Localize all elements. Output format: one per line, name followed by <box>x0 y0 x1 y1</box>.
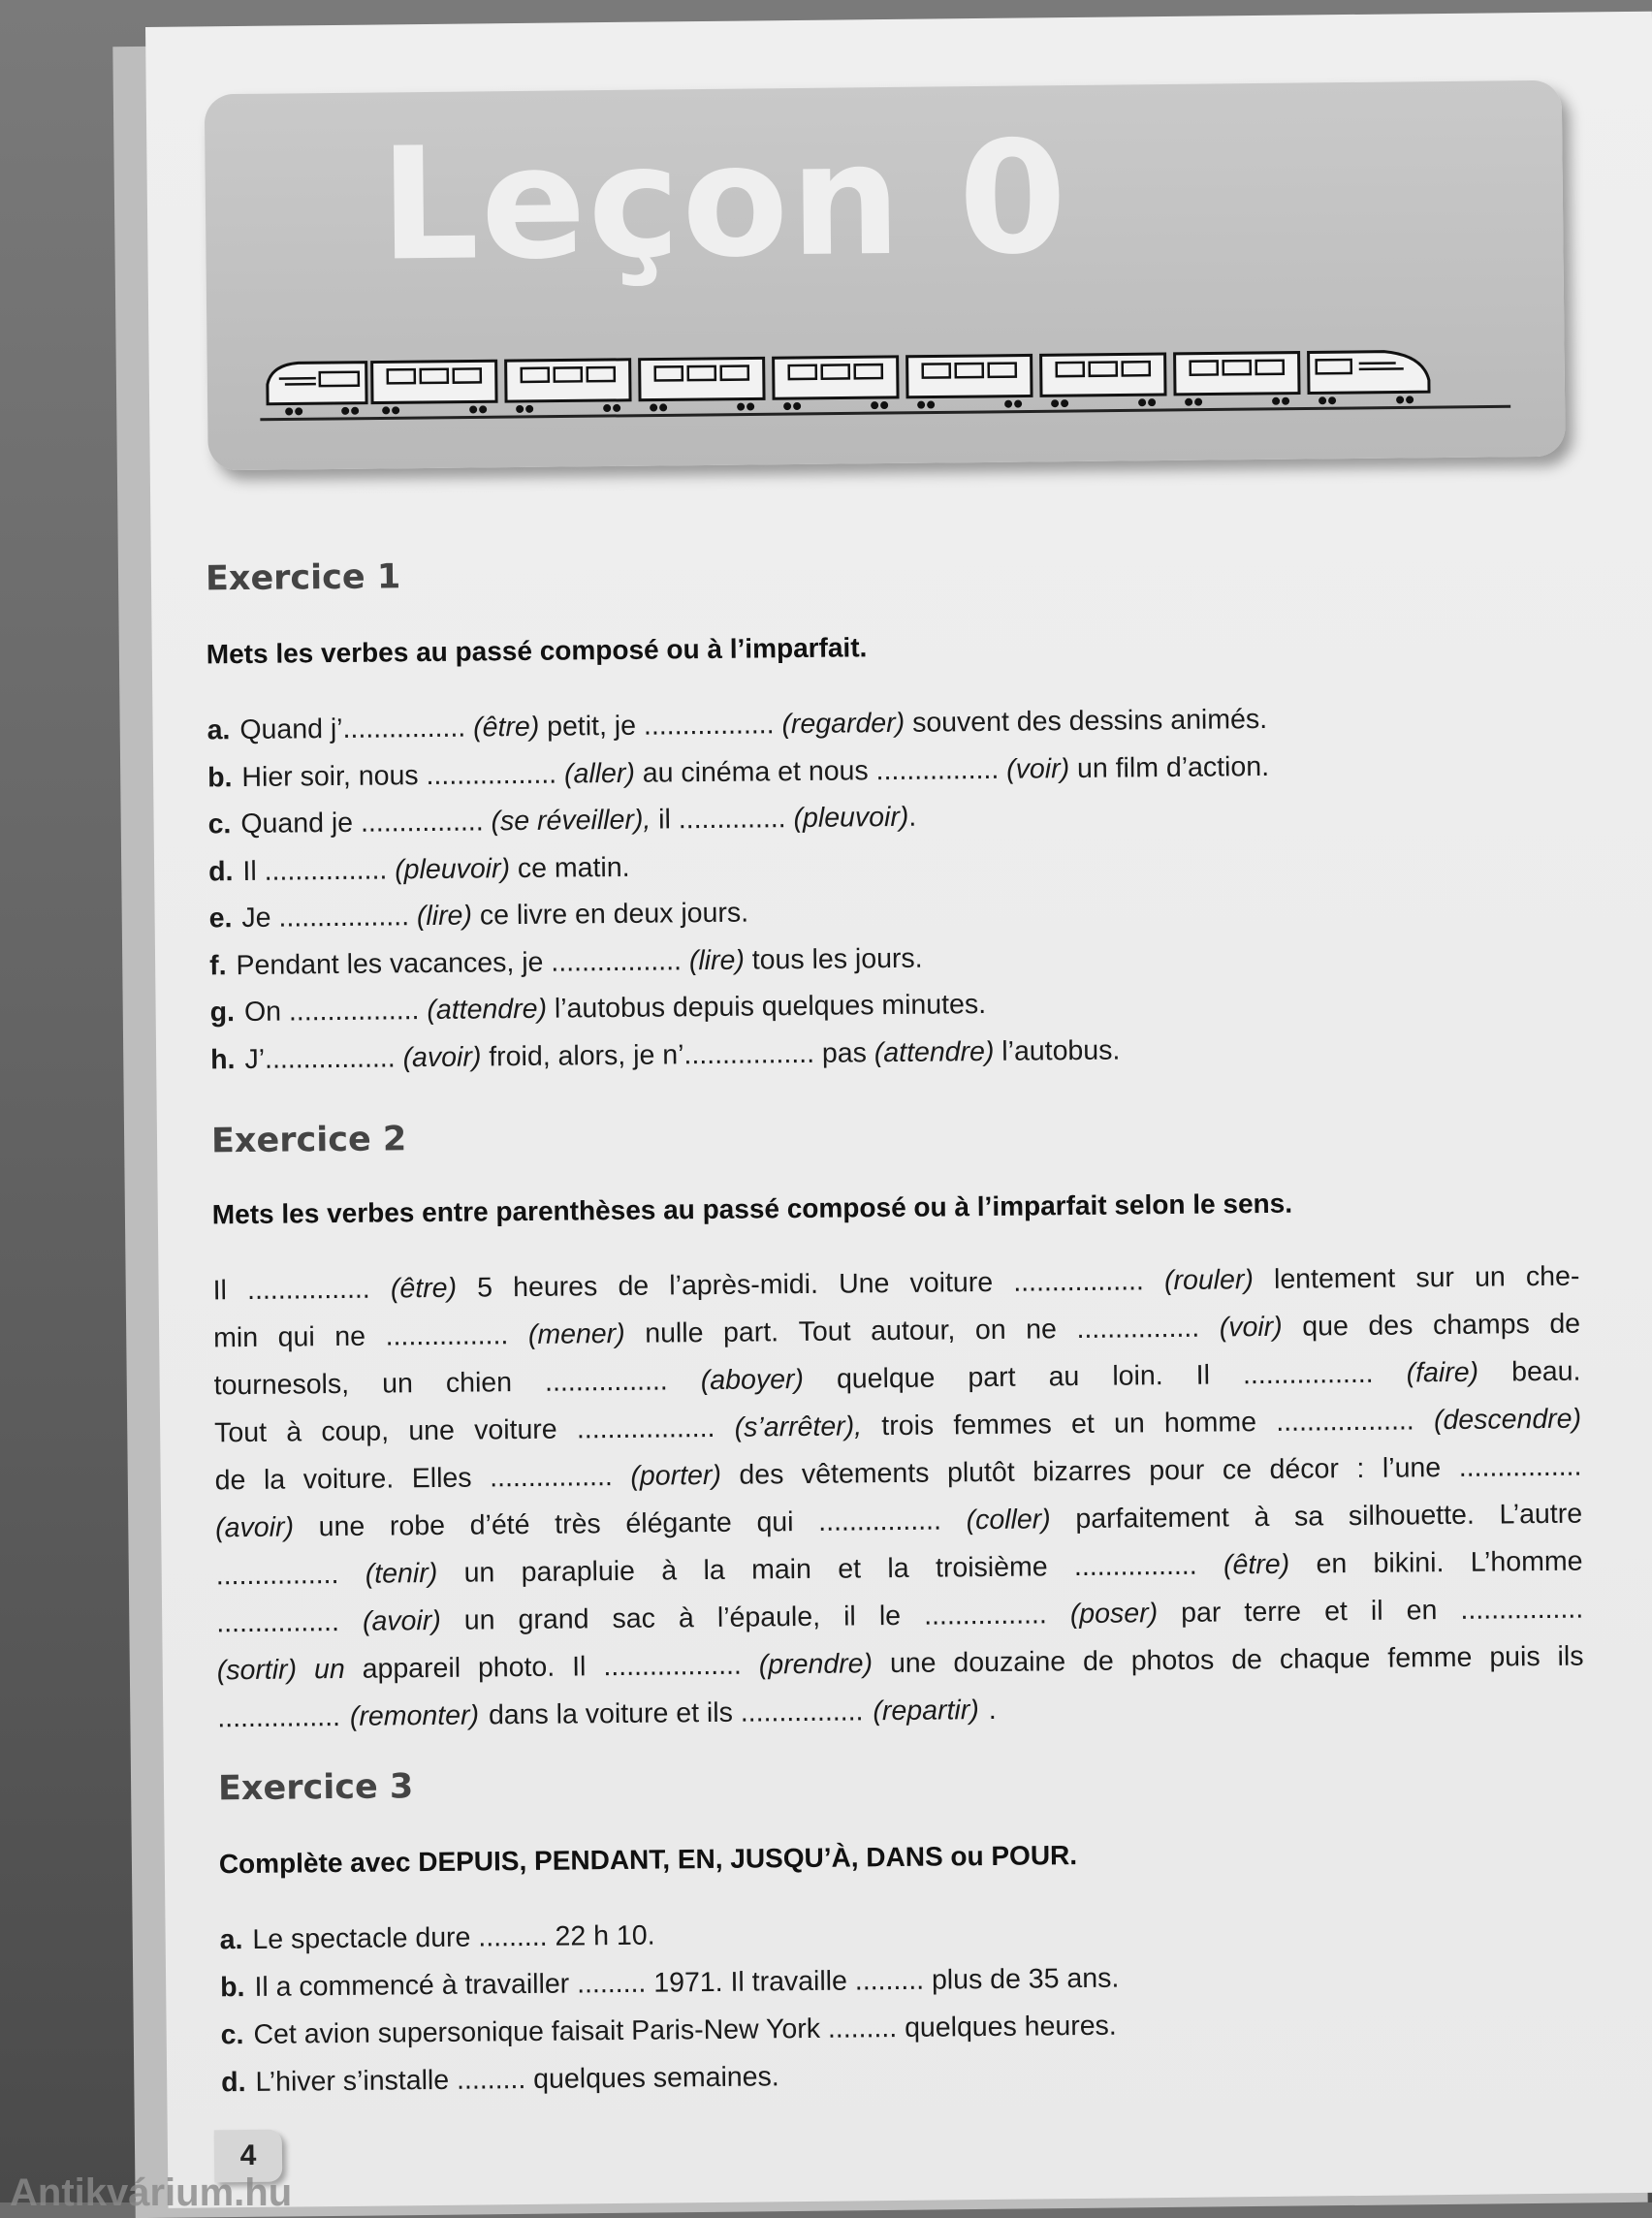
word: en <box>1407 1595 1438 1627</box>
word: de <box>215 1465 246 1497</box>
page-number: 4 <box>214 2130 283 2183</box>
exercise-3-item <box>221 2011 1117 2052</box>
word: la <box>703 1555 725 1587</box>
word: à <box>661 1555 677 1587</box>
word: grand <box>518 1603 588 1636</box>
word: femme <box>1387 1642 1472 1675</box>
word: ne <box>334 1321 365 1353</box>
exercise-2-line <box>215 1499 1582 1545</box>
word: loin. <box>1112 1360 1163 1393</box>
word: douzaine <box>953 1646 1065 1679</box>
word: et <box>1071 1409 1095 1441</box>
exercise-2-line <box>213 1309 1580 1355</box>
lesson-title: Leçon 0 <box>379 107 1069 295</box>
exercise-2-line <box>214 1404 1581 1450</box>
word: ................ <box>924 1599 1047 1632</box>
word: voiture <box>909 1267 993 1300</box>
word: appareil <box>362 1653 461 1686</box>
word: .................. <box>603 1650 742 1683</box>
verb-hint: (s’arrêter), <box>735 1410 863 1443</box>
word: ................ <box>247 1274 370 1307</box>
word: ................. <box>1013 1265 1144 1298</box>
word: sac <box>612 1603 655 1635</box>
item-letter: d. <box>221 2067 246 2098</box>
word: un <box>1114 1408 1145 1440</box>
word: de <box>1083 1646 1114 1678</box>
word: ne <box>1026 1314 1057 1346</box>
word: que <box>1302 1311 1349 1343</box>
exercise-3-item <box>220 1920 655 1957</box>
verb-hint: (rouler) <box>1164 1264 1254 1297</box>
word: un <box>382 1368 413 1400</box>
word: l’une <box>1382 1452 1442 1485</box>
exercise-2-line <box>216 1546 1583 1593</box>
verb-hint: (porter) <box>630 1460 721 1493</box>
word: décor <box>1269 1453 1339 1486</box>
sentence-text: Quand j’................ <box>239 712 473 745</box>
sentence-text: Il ................ <box>242 854 395 887</box>
exercise-2-title: Exercice 2 <box>211 1120 407 1160</box>
verb-hint: (être) <box>391 1273 457 1306</box>
word: chien <box>446 1367 512 1400</box>
verb-hint: (aboyer) <box>701 1364 804 1397</box>
word: plutôt <box>947 1457 1015 1490</box>
word: parapluie <box>522 1556 636 1589</box>
word: .................. <box>577 1412 715 1445</box>
word: ................ <box>216 1559 339 1592</box>
word: ................ <box>490 1461 613 1494</box>
word: des <box>739 1459 783 1491</box>
word: troisième <box>936 1551 1048 1584</box>
exercise-2-line <box>215 1451 1582 1498</box>
verb-hint: un <box>314 1654 345 1686</box>
verb-hint: (attendre) <box>427 994 547 1026</box>
word: qui <box>278 1321 315 1353</box>
sentence-text: Je ................. <box>241 901 417 934</box>
word: homme <box>1164 1407 1256 1440</box>
exercise-1-item <box>208 898 748 935</box>
exercise-1-item <box>209 942 923 982</box>
item-letter: c. <box>207 808 231 840</box>
word: bizarres <box>1032 1455 1131 1488</box>
word: Tout <box>799 1315 851 1348</box>
verb-hint: (avoir) <box>215 1511 294 1544</box>
word: parfaitement <box>1075 1502 1229 1536</box>
sentence-text: il .............. <box>651 803 794 836</box>
word: ................ <box>818 1505 941 1537</box>
word: qui <box>756 1506 793 1538</box>
word: de <box>1231 1644 1262 1676</box>
sentence-text: J’................. <box>244 1042 402 1075</box>
item-letter: b. <box>207 762 233 793</box>
word: Tout <box>214 1417 267 1450</box>
verb-hint: (voir) <box>1006 753 1069 785</box>
sentence-text: l’autobus. <box>994 1034 1120 1066</box>
word: che- <box>1526 1261 1580 1294</box>
sentence-text: petit, je ................. <box>539 709 782 743</box>
exercise-1-item <box>207 802 916 841</box>
exercise-2-instruction: Mets les verbes entre parenthèses au passé composé ou à l’imparfait selon le sens. <box>212 1188 1293 1231</box>
verb-hint: (poser) <box>1070 1598 1159 1631</box>
word: silhouette. <box>1349 1500 1475 1533</box>
word: ................ <box>385 1319 508 1352</box>
lesson-banner <box>205 80 1566 471</box>
exercise-1-item <box>209 989 986 1029</box>
verb-hint: (sortir) <box>217 1654 298 1687</box>
exercise-3-item <box>221 2061 779 2099</box>
word: L’homme <box>1471 1546 1583 1579</box>
word: une <box>319 1511 365 1543</box>
item-letter: g. <box>209 997 235 1028</box>
word: ................ <box>1459 1451 1582 1484</box>
exercise-3-item <box>220 1963 1119 2005</box>
sentence-text: dans la voiture et ils ................ <box>489 1695 864 1731</box>
word: Il <box>1196 1360 1211 1392</box>
verb-hint: (aller) <box>564 757 635 789</box>
word: d’été <box>470 1509 530 1542</box>
verb-hint: (coller) <box>966 1504 1050 1537</box>
word: très <box>555 1508 601 1540</box>
verb-hint: (pleuvoir) <box>793 802 908 834</box>
verb-hint: (mener) <box>528 1318 625 1351</box>
exercise-2-line <box>212 1261 1579 1308</box>
word: tournesols, <box>214 1369 350 1402</box>
word: nulle <box>645 1317 704 1350</box>
word: part. <box>723 1316 778 1349</box>
word: photo. <box>478 1652 556 1685</box>
verb-hint: (tenir) <box>365 1558 438 1591</box>
workbook-page <box>145 12 1652 2208</box>
word: au <box>1048 1361 1079 1393</box>
sentence-text: souvent des dessins animés. <box>905 704 1267 739</box>
word: sa <box>1294 1501 1323 1533</box>
exercise-1-item <box>208 851 630 888</box>
sentence-text: . <box>989 1695 997 1727</box>
verb-hint: (remonter) <box>350 1699 479 1732</box>
word: ................ <box>1076 1313 1199 1346</box>
word: à <box>1254 1502 1269 1534</box>
verb-hint: (avoir) <box>363 1605 441 1638</box>
word: .................. <box>1276 1405 1414 1438</box>
word: un <box>464 1604 495 1636</box>
word: min <box>213 1322 258 1354</box>
train-illustration <box>259 333 1520 433</box>
word: champs <box>1433 1309 1530 1342</box>
sentence-text: l’autobus depuis quelques minutes. <box>547 989 986 1025</box>
word: Elles <box>412 1463 472 1496</box>
exercise-2-line <box>217 1641 1584 1688</box>
word: et <box>838 1553 861 1585</box>
sentence-text: Le spectacle dure ......... 22 h 10. <box>252 1920 654 1955</box>
word: ils <box>1557 1641 1583 1673</box>
word: robe <box>390 1510 445 1543</box>
sentence-text: ce livre en deux jours. <box>472 898 748 932</box>
word: élégante <box>625 1507 732 1540</box>
item-letter: h. <box>210 1044 236 1075</box>
verb-hint: (avoir) <box>402 1041 481 1073</box>
verb-hint: (se réveiller), <box>491 805 651 838</box>
word: chaque <box>1280 1643 1371 1676</box>
word: coup, <box>321 1415 389 1448</box>
sentence-text: Il a commencé à travailler ......... 1971. Il travaille ......... plus de 35 ans. <box>254 1963 1119 2003</box>
exercise-1-item <box>207 750 1269 793</box>
verb-hint: (pleuvoir) <box>395 853 510 885</box>
word: on <box>975 1315 1006 1347</box>
word: trois <box>881 1410 934 1443</box>
word: 5 <box>477 1272 492 1304</box>
word: heures <box>513 1271 597 1304</box>
word: photos <box>1131 1645 1215 1678</box>
sentence-text: L’hiver s’installe ......... quelques semaines. <box>255 2061 779 2098</box>
word: un <box>1475 1261 1506 1293</box>
exercise-2-line <box>217 1689 1584 1735</box>
item-letter: f. <box>209 950 227 981</box>
watermark: Antikvárium.hu <box>10 2171 292 2215</box>
sentence-text: On ................. <box>244 995 428 1028</box>
word: femmes <box>953 1409 1052 1442</box>
sentence-text: Cet avion supersonique faisait Paris-New York ......... quelques heures. <box>253 2011 1117 2050</box>
word: de <box>618 1271 649 1303</box>
verb-hint: (lire) <box>689 944 745 976</box>
exercise-2-line <box>216 1594 1583 1640</box>
word: le <box>879 1600 902 1632</box>
word: il <box>1371 1596 1383 1628</box>
sentence-text: froid, alors, je n’................. pas <box>481 1037 874 1072</box>
word: pour <box>1149 1455 1204 1488</box>
word: autour, <box>871 1315 955 1347</box>
verb-hint: (descendre) <box>1434 1404 1581 1438</box>
word: quelque <box>837 1363 936 1396</box>
item-letter: d. <box>208 856 234 887</box>
word: vêtements <box>802 1458 930 1491</box>
word: il <box>843 1600 856 1632</box>
exercise-1-title: Exercice 1 <box>206 557 401 598</box>
word: la <box>887 1553 909 1585</box>
word: bikini. <box>1373 1547 1444 1580</box>
word: voiture <box>474 1414 557 1447</box>
word: l’épaule, <box>717 1601 821 1634</box>
word: L’autre <box>1499 1499 1582 1532</box>
word: des <box>1368 1310 1413 1342</box>
word: une <box>890 1648 937 1680</box>
verb-hint: (voir) <box>1220 1312 1283 1345</box>
sentence-text: ................ <box>217 1701 340 1734</box>
word: ................. <box>1243 1358 1374 1391</box>
sentence-text: au cinéma et nous ................ <box>635 753 1007 788</box>
item-letter: a. <box>220 1924 243 1955</box>
word: puis <box>1489 1641 1541 1674</box>
sentence-text: ce matin. <box>510 851 630 883</box>
word: en <box>1316 1548 1347 1580</box>
word: ................ <box>216 1606 339 1639</box>
exercise-1-item <box>206 704 1267 746</box>
sentence-text: Hier soir, nous ................. <box>241 758 564 792</box>
word: l’après-midi. <box>669 1269 818 1303</box>
word: main <box>751 1554 811 1587</box>
word: ................ <box>545 1365 668 1398</box>
word: et <box>1324 1596 1348 1628</box>
exercise-1-instruction: Mets les verbes au passé composé ou à l’imparfait. <box>206 632 868 670</box>
verb-hint: (attendre) <box>874 1035 995 1067</box>
word: lentement <box>1274 1263 1396 1296</box>
word: un <box>463 1557 494 1589</box>
item-letter: a. <box>206 714 230 745</box>
word: Il <box>212 1275 227 1307</box>
item-letter: c. <box>221 2019 244 2050</box>
word: de <box>1549 1309 1580 1341</box>
sentence-text: tous les jours. <box>745 942 923 975</box>
word: une <box>408 1415 455 1447</box>
verb-hint: (prendre) <box>759 1648 874 1681</box>
sentence-text: un film d’action. <box>1069 750 1269 783</box>
word: ce <box>1223 1454 1252 1486</box>
word: part <box>968 1362 1015 1395</box>
exercise-1-item <box>210 1034 1120 1076</box>
word: à <box>286 1416 302 1448</box>
word: à <box>679 1602 694 1634</box>
exercise-3-instruction: Complète avec DEPUIS, PENDANT, EN, JUSQU’À, DANS ou POUR. <box>219 1840 1078 1880</box>
item-letter: b. <box>220 1972 245 2003</box>
word: la <box>264 1465 286 1497</box>
word: ................ <box>1460 1594 1583 1627</box>
word: sur <box>1415 1262 1454 1294</box>
word: voiture. <box>303 1463 395 1496</box>
verb-hint: (lire) <box>417 901 472 933</box>
word: Il <box>572 1651 587 1683</box>
verb-hint: (repartir) <box>873 1695 979 1727</box>
verb-hint: (être) <box>1223 1549 1289 1582</box>
word: Une <box>839 1268 890 1301</box>
word: : <box>1356 1453 1364 1485</box>
sentence-text: . <box>908 802 916 833</box>
word: terre <box>1244 1597 1301 1630</box>
verb-hint: (regarder) <box>781 708 905 740</box>
word: par <box>1181 1597 1222 1629</box>
verb-hint: (faire) <box>1406 1357 1478 1390</box>
word: beau. <box>1511 1356 1581 1389</box>
word: ................ <box>1074 1550 1197 1583</box>
exercise-3-title: Exercice 3 <box>218 1767 414 1808</box>
exercise-2-line <box>214 1356 1581 1403</box>
sentence-text: Quand je ................ <box>240 806 492 840</box>
verb-hint: (être) <box>473 712 539 744</box>
sentence-text: Pendant les vacances, je ................. <box>236 945 689 981</box>
item-letter: e. <box>208 903 232 934</box>
